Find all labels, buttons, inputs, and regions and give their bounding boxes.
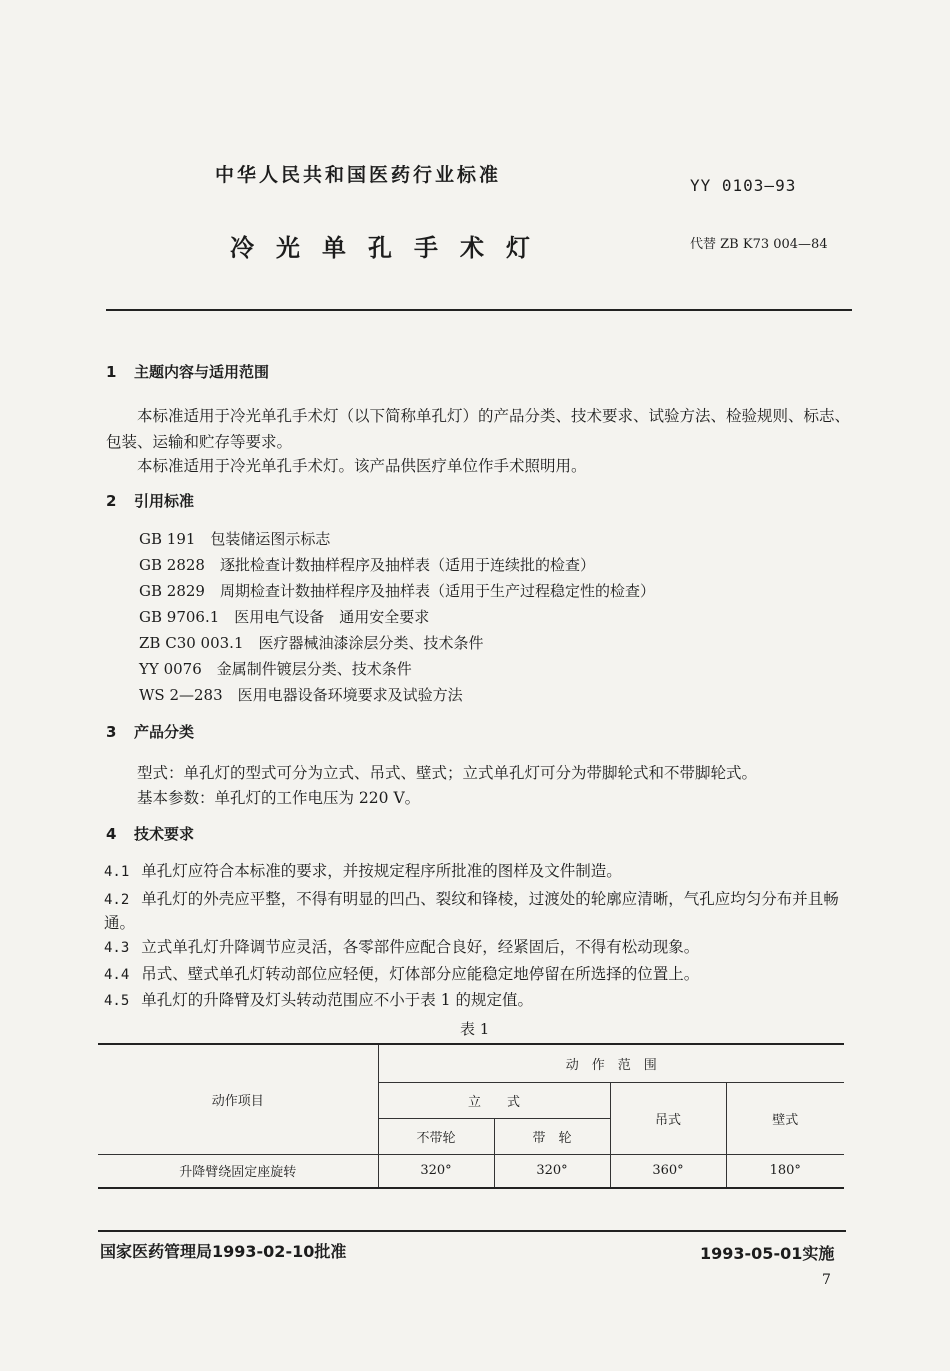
cell-value: 320° (494, 1154, 610, 1188)
approval-line: 国家医药管理局1993-02-10批准 (100, 1242, 347, 1261)
requirement-number: 4.3 (104, 940, 130, 956)
section-3-heading (106, 721, 194, 742)
section-2-heading (106, 490, 194, 511)
section-title: 引用标准 (134, 492, 195, 510)
requirement-item (104, 963, 854, 987)
table-caption: 表 1 (460, 1020, 490, 1038)
section-number: 2 (106, 492, 117, 510)
section-title: 技术要求 (134, 825, 195, 843)
requirement-text: 吊式、壁式单孔灯转动部位应轻便，灯体部分应能稳定地停留在所选择的位置上。 (141, 965, 700, 983)
section-number: 1 (106, 363, 117, 381)
requirement-text: 立式单孔灯升降调节应灵活，各零部件应配合良好，经紧固后，不得有松动现象。 (141, 938, 700, 956)
section-3-paragraph-2: 基本参数：单孔灯的工作电压为 220 V。 (137, 789, 421, 807)
requirement-item (104, 936, 854, 960)
section-4-heading (106, 823, 194, 844)
replaces-standard: 代替 ZB K73 004—84 (690, 237, 828, 252)
requirement-item (104, 989, 854, 1013)
requirement-number: 4.4 (104, 967, 130, 983)
requirement-text: 单孔灯的升降臂及灯头转动范围应不小于表 1 的规定值。 (141, 991, 534, 1009)
standard-org: 中华人民共和国医药行业标准 (215, 164, 502, 186)
requirement-item (104, 860, 854, 884)
section-3-paragraph-1: 型式：单孔灯的型式可分为立式、吊式、壁式；立式单孔灯可分为带脚轮式和不带脚轮式。 (137, 764, 758, 782)
reference-item: GB 2829 周期检查计数抽样程序及抽样表（适用于生产过程稳定性的检查） (139, 582, 655, 600)
header-wall-type: 壁式 (726, 1082, 844, 1154)
requirement-text: 单孔灯的外壳应平整，不得有明显的凹凸、裂纹和锋棱，过渡处的轮廓应清晰，气孔应均匀分布并且畅通。 (104, 890, 839, 932)
reference-item: GB 191 包装储运图示标志 (139, 530, 331, 548)
header-divider (106, 309, 852, 311)
requirement-number: 4.2 (104, 892, 130, 908)
header-stand-type: 立 式 (378, 1082, 610, 1118)
document-title: 冷光单孔手术灯 (230, 234, 552, 262)
standard-code: YY 0103—93 (690, 176, 797, 195)
header-with-wheel: 带 轮 (494, 1118, 610, 1154)
table-row (98, 1154, 844, 1188)
reference-item: WS 2—283 医用电器设备环境要求及试验方法 (139, 686, 463, 704)
section-number: 4 (106, 825, 117, 843)
requirement-number: 4.5 (104, 993, 130, 1009)
section-title: 产品分类 (134, 723, 195, 741)
cell-value: 320° (378, 1154, 494, 1188)
requirement-number: 4.1 (104, 864, 130, 880)
section-1-paragraph-1: 本标准适用于冷光单孔手术灯（以下简称单孔灯）的产品分类、技术要求、试验方法、检验规则、标志、包装、运输和贮存等要求。 (106, 407, 851, 451)
section-number: 3 (106, 723, 117, 741)
requirement-item (104, 888, 854, 935)
header-no-wheel: 不带轮 (378, 1118, 494, 1154)
reference-item: ZB C30 003.1 医疗器械油漆涂层分类、技术条件 (139, 634, 484, 652)
header-action-item: 动作项目 (98, 1044, 378, 1154)
effective-date: 1993-05-01实施 (700, 1244, 835, 1263)
table-1 (98, 1043, 844, 1189)
row-label: 升降臂绕固定座旋转 (98, 1154, 378, 1188)
header-action-range: 动 作 范 围 (378, 1044, 844, 1082)
footer-divider (98, 1230, 846, 1232)
requirement-text: 单孔灯应符合本标准的要求，并按规定程序所批准的图样及文件制造。 (141, 862, 622, 880)
reference-item: YY 0076 金属制件镀层分类、技术条件 (139, 660, 412, 678)
section-1-heading (106, 361, 269, 382)
reference-item: GB 9706.1 医用电气设备 通用安全要求 (139, 608, 430, 626)
section-title: 主题内容与适用范围 (134, 363, 270, 381)
section-1-paragraph-2: 本标准适用于冷光单孔手术灯。该产品供医疗单位作手术照明用。 (137, 457, 587, 475)
reference-item: GB 2828 逐批检查计数抽样程序及抽样表（适用于连续批的检查） (139, 556, 595, 574)
page-number: 7 (822, 1272, 831, 1288)
cell-value: 360° (610, 1154, 726, 1188)
cell-value: 180° (726, 1154, 844, 1188)
header-hanging-type: 吊式 (610, 1082, 726, 1154)
